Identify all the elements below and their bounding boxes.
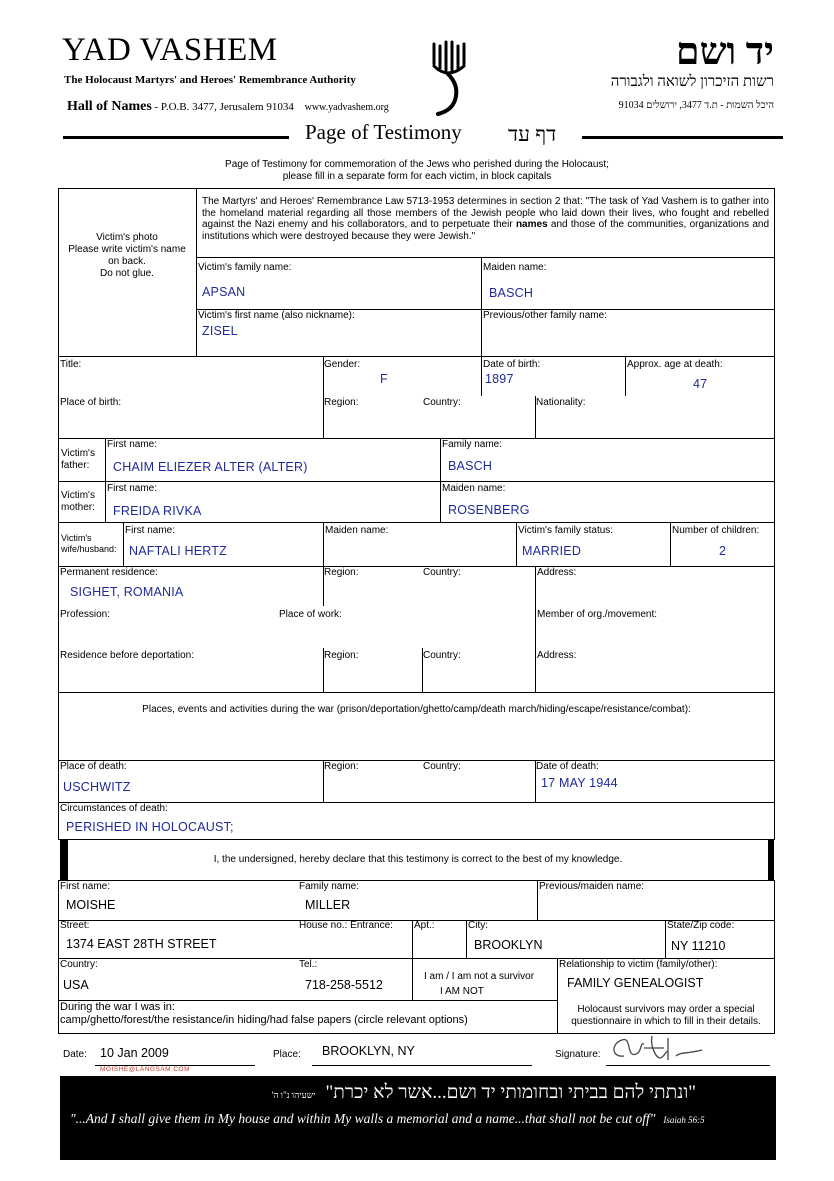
city-field[interactable]: BROOKLYN [474,938,543,952]
law-text-bold: names [515,219,548,230]
father-family-name-label: Family name: [442,439,503,450]
deportation-address-label: Address: [537,650,577,661]
state-zip-field[interactable]: NY 11210 [671,939,726,953]
footer-english-line [70,1110,705,1128]
date-field[interactable]: 10 Jan 2009 [100,1046,169,1060]
relationship-label: Relationship to victim (family/other): [559,959,718,970]
street-field[interactable]: 1374 EAST 28TH STREET [66,937,217,951]
father-first-name-field[interactable]: CHAIM ELIEZER ALTER (ALTER) [113,460,308,474]
photo-instruction-4: Do not glue. [100,268,154,279]
residence-country-label: Country: [423,567,461,578]
residence-before-deportation-label: Residence before deportation: [60,650,194,661]
org-name-he: יד ושם [675,31,774,73]
footer-hebrew-quote: "ונתתי להם בביתי ובחומותי יד ושם...אשר לא יכרת" [325,1082,696,1103]
postal-address: - P.O.B. 3477, Jerusalem 91034 [154,101,294,113]
tel-label: Tel.: [299,959,318,970]
apt-label: Apt.: [414,920,435,931]
hall-of-names: Hall of Names [67,99,152,114]
family-status-label: Victim's family status: [518,525,614,536]
street-label: Street: [60,920,90,931]
hall-of-names-he: היכל השמות - ת.ד 3477, ירושלים 91034 [618,100,774,111]
spouse-first-name-field[interactable]: NAFTALI HERTZ [129,544,227,558]
gender-label: Gender: [324,359,361,370]
birthplace-label: Place of birth: [60,397,122,408]
intro-line-1: Page of Testimony for commemoration of the Jews who perished during the Holocaust; [225,159,609,170]
death-place-label: Place of death: [60,761,127,772]
submitter-family-name-field[interactable]: MILLER [305,898,351,912]
submitter-prev-name-label: Previous/maiden name: [539,881,645,892]
title-label: Title: [60,359,82,370]
father-family-name-field[interactable]: BASCH [448,459,493,473]
form-title-he: דף עד [508,122,557,146]
mother-row-label-2: mother: [61,502,95,513]
submitter-country-label: Country: [60,959,98,970]
submitter-first-name-label: First name: [60,881,111,892]
authority-name-he: רשות הזיכרון לשואה ולגבורה [610,74,774,90]
intro-line-2: please fill in a separate form for each victim, in block capitals [282,171,552,182]
death-place-field[interactable]: USCHWITZ [63,780,131,794]
spouse-row-label [61,533,117,555]
victim-first-name-field[interactable]: ZISEL [202,324,238,338]
law-text [202,196,769,242]
mother-first-name-field[interactable]: FREIDA RIVKA [113,504,202,518]
residence-address-label: Address: [537,567,577,578]
victim-family-name-field[interactable]: APSAN [202,285,246,299]
place-label: Place: [273,1049,301,1060]
birth-country-label: Country: [423,397,461,408]
age-field[interactable]: 47 [693,377,708,391]
title-rule-left [63,136,289,139]
deportation-region-label: Region: [324,650,359,661]
footer-english-source: Isaiah 56:5 [663,1115,705,1125]
member-org-label: Member of org./movement: [537,609,658,620]
title-rule-right [582,136,783,139]
spouse-first-name-label: First name: [125,525,176,536]
state-zip-label: State/Zip code: [667,920,735,931]
victim-family-name-label: Victim's family name: [198,262,292,273]
children-label: Number of children: [672,525,760,536]
spouse-row-label-1: Victim's [61,533,92,543]
house-entrance-label: House no.: Entrance: [299,920,393,931]
place-field[interactable]: BROOKLYN, NY [322,1044,415,1058]
during-war-options[interactable]: camp/ghetto/forest/the resistance/in hiding/had false papers (circle relevant options) [60,1014,468,1026]
date-label: Date: [63,1049,87,1060]
during-war-label: During the war I was in: [60,1001,175,1013]
yad-vashem-logo-icon [428,40,472,120]
survivor-note-1: Holocaust survivors may order a special [577,1004,755,1015]
submitter-country-field[interactable]: USA [63,978,89,992]
father-row-label [61,448,95,472]
death-date-field[interactable]: 17 MAY 1944 [541,776,618,790]
footer-hebrew-line [272,1082,696,1104]
hall-of-names-line [67,99,389,115]
deportation-country-label: Country: [423,650,461,661]
mother-row-label [61,490,95,514]
form-title-en: Page of Testimony [305,120,462,144]
photo-instruction-3: on back. [108,256,146,267]
mother-maiden-name-field[interactable]: ROSENBERG [448,503,530,517]
photo-instruction-1: Victim's photo [96,232,158,243]
website: www.yadvashem.org [304,102,389,113]
death-region-label: Region: [324,761,359,772]
dob-field[interactable]: 1897 [485,372,514,386]
signature-label: Signature: [555,1049,601,1060]
residence-region-label: Region: [324,567,359,578]
signature-image[interactable] [606,1030,706,1066]
survivor-label: I am / I am not a survivor [424,971,535,982]
footer-english-quote: "...And I shall give them in My house and within My walls a memorial and a name...that shall not be cut off" [70,1111,656,1126]
age-label: Approx. age at death: [627,359,723,370]
death-circumstances-field[interactable]: PERISHED IN HOLOCAUST; [66,820,234,834]
war-places-label: Places, events and activities during the war (prison/deportation/ghetto/camp/death march/hiding/escape/resistance/combat): [142,704,691,715]
workplace-label: Place of work: [279,609,342,620]
permanent-residence-field[interactable]: SIGHET, ROMANIA [70,585,184,599]
victim-maiden-name-field[interactable]: BASCH [489,286,534,300]
death-circumstances-label: Circumstances of death: [60,803,168,814]
footer-banner [60,1076,776,1160]
survivor-field[interactable]: I AM NOT [440,986,484,997]
mother-row-label-1: Victim's [61,490,95,501]
father-row-label-2: father: [61,460,90,471]
spouse-row-label-2: wife/husband: [61,544,117,554]
mother-maiden-name-label: Maiden name: [442,483,506,494]
photo-instruction-2: Please write victim's name [68,244,186,255]
death-country-label: Country: [423,761,461,772]
email-text: MOISHE@LANGSAM.COM [100,1066,190,1073]
submitter-first-name-field[interactable]: MOISHE [66,898,116,912]
victim-previous-name-label: Previous/other family name: [483,310,607,321]
city-label: City: [468,920,488,931]
permanent-residence-label: Permanent residence: [60,567,158,578]
declaration-text: I, the undersigned, hereby declare that this testimony is correct to the best of my knowledge. [213,854,623,865]
victim-first-name-label: Victim's first name (also nickname): [198,310,355,321]
law-text-part-2: and those of the communities, organizations and institutions which were destroyed because they were Jewish." [202,219,770,242]
spouse-maiden-name-label: Maiden name: [325,525,389,536]
photo-box[interactable] [58,232,196,280]
profession-label: Profession: [60,609,111,620]
survivor-note-2: questionnaire in which to fill in their details. [571,1016,761,1027]
family-status-field[interactable]: MARRIED [522,544,582,558]
tel-field[interactable]: 718-258-5512 [305,978,383,992]
law-text-part-1: The Martyrs' and Heroes' Remembrance Law 5713-1953 determines in section 2 that: "The task of Yad Vashem is to gather into the homeland material regarding all those members of the Jewish people who laid down their lives, who fought and rebelled against the Nazi enemy and his collaborators, and to perpetuate their [202,196,769,230]
children-field[interactable]: 2 [719,544,727,558]
victim-maiden-name-label: Maiden name: [483,262,547,273]
authority-name-en: The Holocaust Martyrs' and Heroes' Remembrance Authority [64,74,356,86]
father-first-name-label: First name: [107,439,158,450]
footer-hebrew-source: ישעיהו נ"ו ה' [271,1090,316,1100]
father-row-label-1: Victim's [61,448,95,459]
org-name-en: YAD VASHEM [62,32,278,68]
relationship-field[interactable]: FAMILY GENEALOGIST [567,976,704,990]
submitter-family-name-label: Family name: [299,881,360,892]
gender-field[interactable]: F [380,372,388,386]
dob-label: Date of birth: [483,359,541,370]
survivor-questionnaire-note [557,1004,775,1028]
birth-region-label: Region: [324,397,359,408]
mother-first-name-label: First name: [107,483,158,494]
death-date-label: Date of death: [536,761,599,772]
nationality-label: Nationality: [536,397,586,408]
